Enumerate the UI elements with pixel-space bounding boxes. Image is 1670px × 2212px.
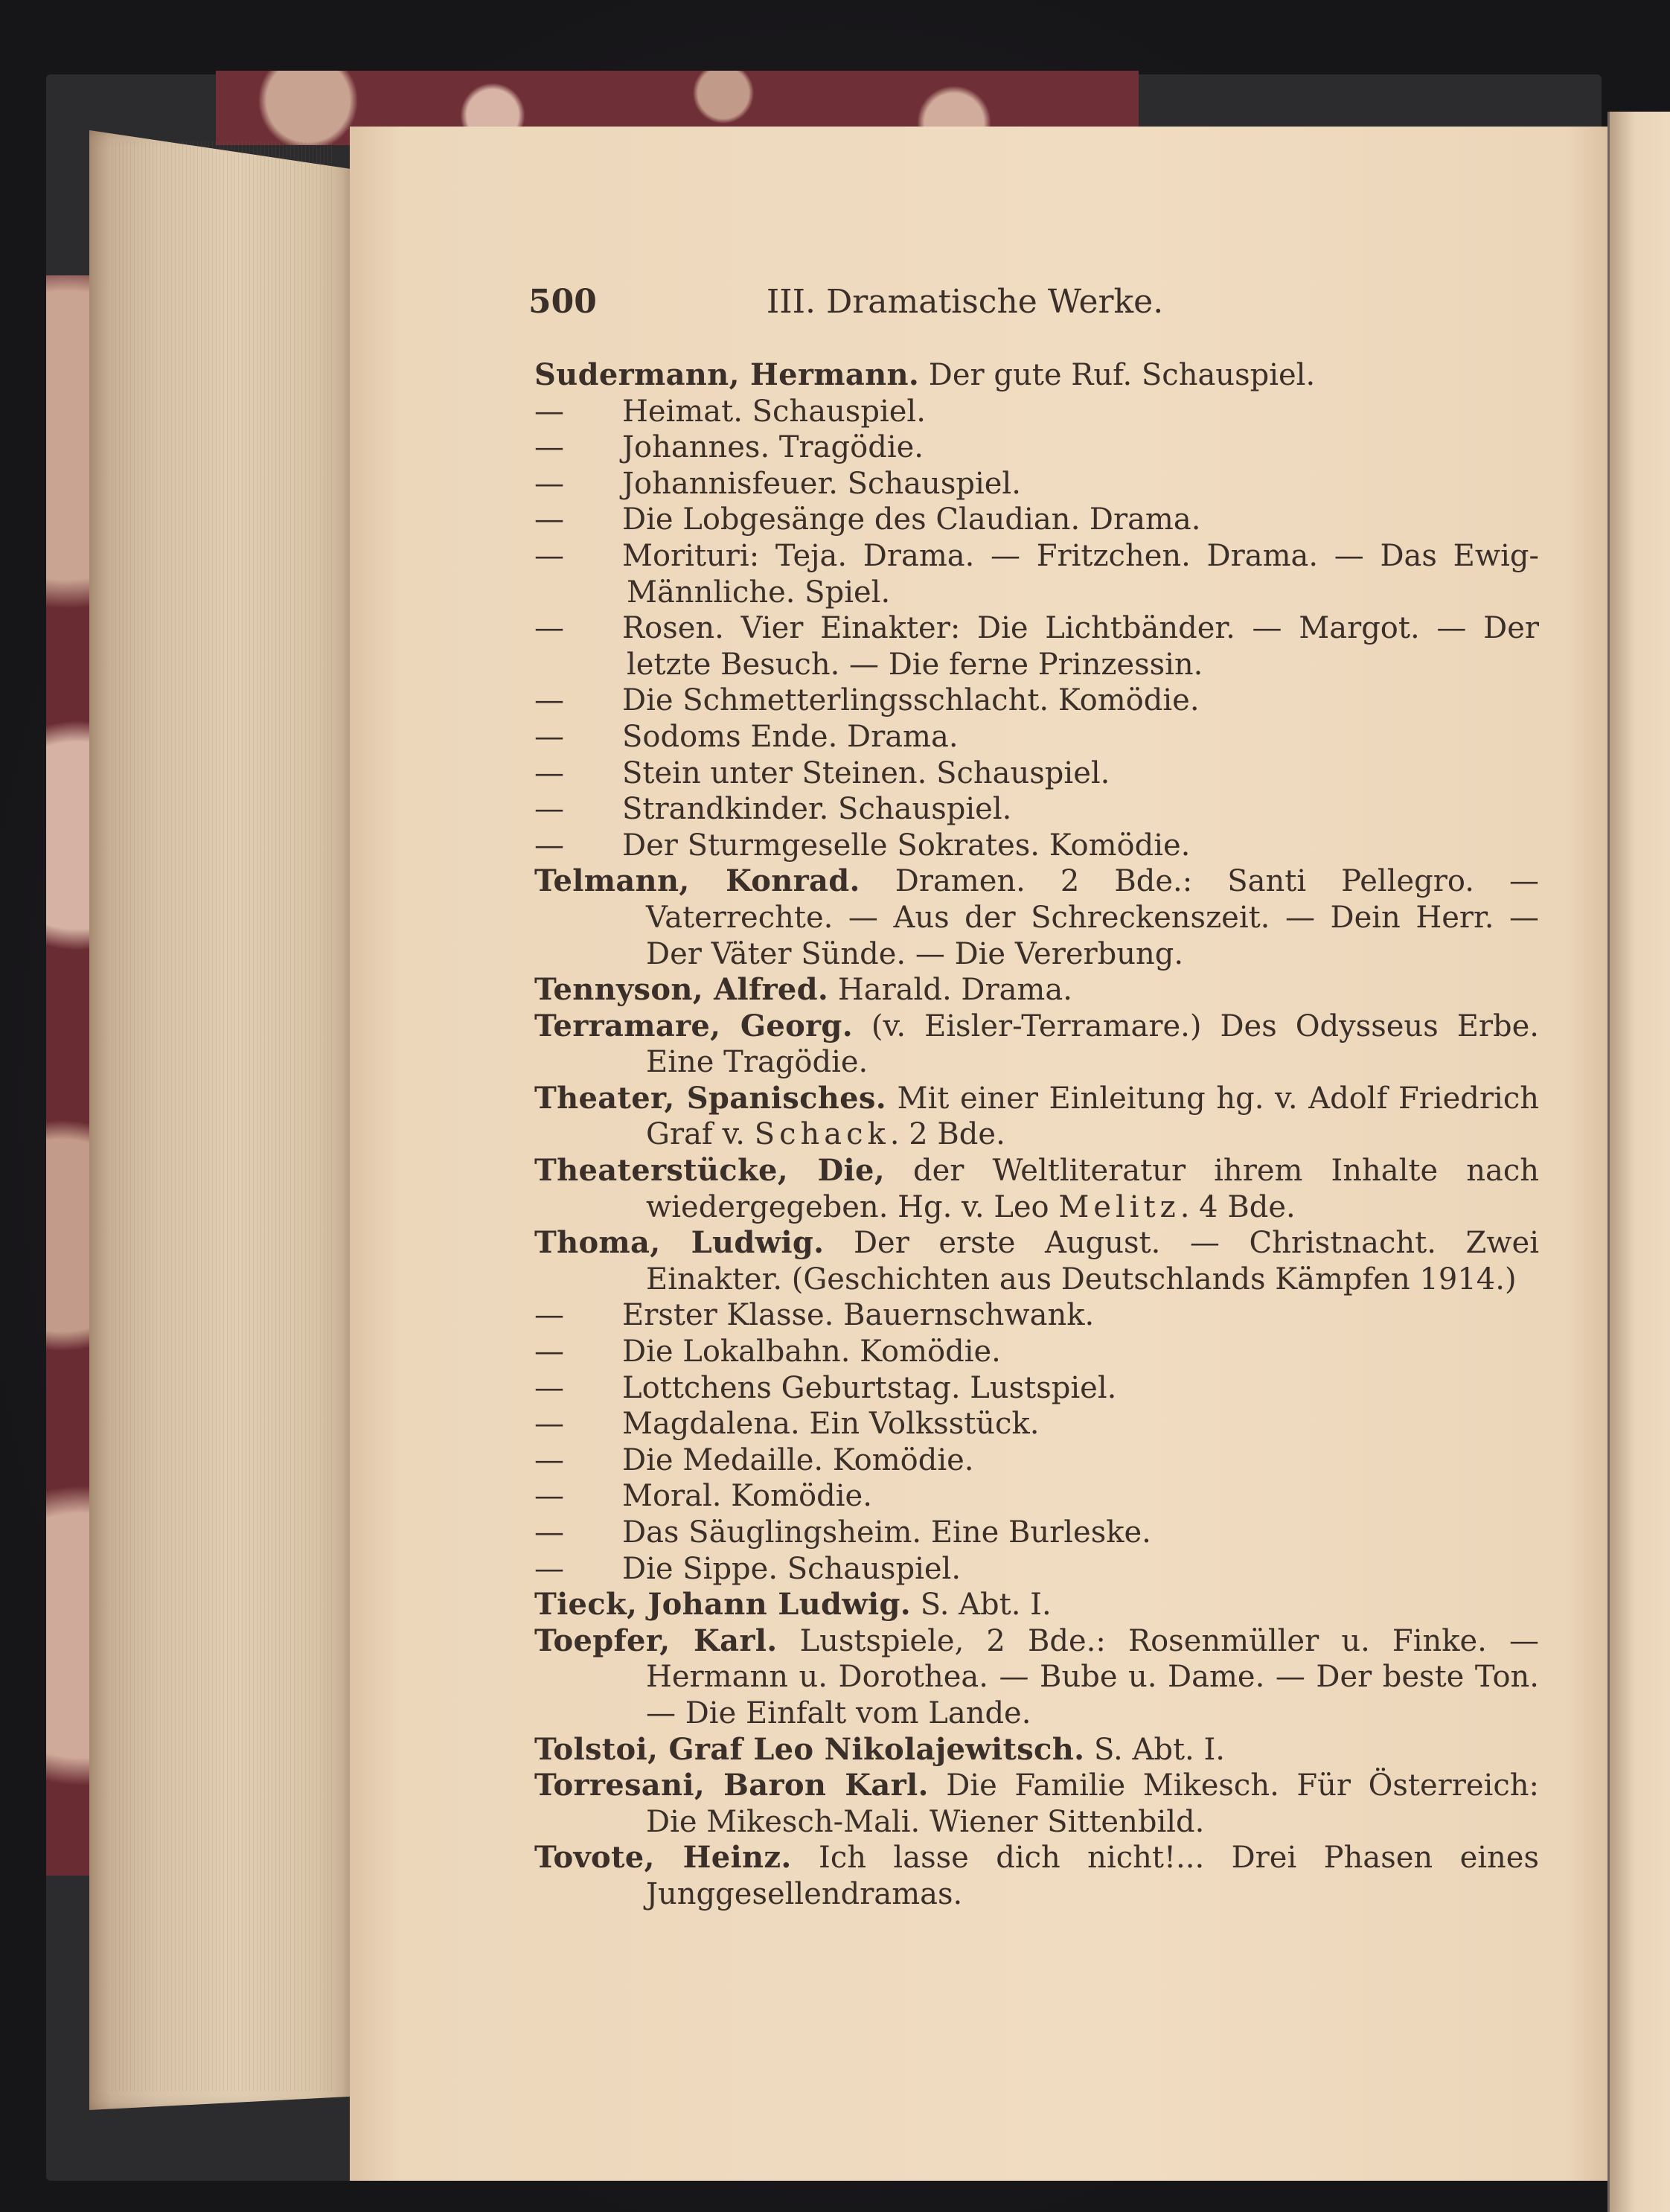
author-name: Telmann, Konrad. — [534, 863, 860, 899]
sub-entry — [534, 1297, 1539, 1334]
author-entry — [534, 1153, 1539, 1225]
work-title: Lustspiele, 2 Bde.: Rosenmüller u. Finke. — Hermann u. Dorothea. — Bube u. Dame. — Der beste Ton. — Die Einfalt vom Lande. — [646, 1623, 1539, 1730]
entry-body — [534, 1768, 1539, 1840]
sub-entry — [534, 719, 1539, 755]
author-name: Terramare, Georg. — [534, 1008, 853, 1043]
work-title: Johannes. Tragödie. — [622, 430, 924, 465]
work-title: Sodoms Ende. Drama. — [622, 719, 959, 754]
entry-body — [534, 755, 1539, 792]
ditto-dash: — — [534, 1515, 564, 1550]
author-name: Torresani, Baron Karl. — [534, 1768, 929, 1803]
entry-body — [534, 1225, 1539, 1297]
author-entry — [534, 1623, 1539, 1732]
section-title: III. Dramatische Werke. — [766, 283, 1164, 321]
ditto-dash: — — [534, 1442, 564, 1477]
entry-body — [534, 1442, 1539, 1479]
entry-body — [534, 1587, 1539, 1623]
work-title: Die Lokalbahn. Komödie. — [622, 1334, 1001, 1369]
work-title: Der erste August. — Christnacht. Zwei Einakter. (Geschichten aus Deutschlands Kämpfen 1914.) — [646, 1226, 1539, 1297]
sub-entry — [534, 538, 1539, 610]
work-suffix: . 4 Bde. — [1180, 1189, 1296, 1224]
sub-entry — [534, 1370, 1539, 1407]
ditto-dash: — — [534, 755, 564, 790]
entry-body — [534, 863, 1539, 972]
work-title: Mit einer Einleitung hg. v. Adolf Friedrich Graf v. — [646, 1081, 1539, 1152]
work-title: Heimat. Schauspiel. — [622, 394, 926, 429]
entry-body — [534, 1081, 1539, 1153]
work-title: Die Medaille. Komödie. — [622, 1442, 974, 1477]
work-title: Moral. Komödie. — [622, 1479, 872, 1514]
entry-body — [534, 357, 1539, 394]
work-title: S. Abt. I. — [1094, 1732, 1225, 1767]
ditto-dash: — — [534, 719, 564, 754]
work-title: Strandkinder. Schauspiel. — [622, 792, 1012, 827]
ditto-dash: — — [534, 502, 564, 537]
author-name: Theater, Spanisches. — [534, 1080, 886, 1116]
work-title: Dramen. 2 Bde.: Santi Pellegro. — Vaterrechte. — Aus der Schreckenszeit. — Dein Herr. — Der Väter Sünde. — Die Vererbung. — [646, 864, 1540, 971]
sub-entry — [534, 683, 1539, 719]
ditto-dash: — — [534, 611, 564, 646]
work-title: Rosen. Vier Einakter: Die Lichtbänder. — Margot. — Der letzte Besuch. — Die ferne Prinzessin. — [622, 611, 1539, 682]
work-title: (v. Eisler-Terramare.) Des Odysseus Erbe. Eine Tragödie. — [646, 1008, 1540, 1080]
author-name: Theaterstücke, Die, — [534, 1153, 885, 1189]
ditto-dash: — — [534, 792, 564, 827]
entry-body — [534, 429, 1539, 466]
author-name: Toepfer, Karl. — [534, 1623, 778, 1658]
work-title: Magdalena. Ein Volksstück. — [622, 1407, 1040, 1442]
entry-body — [534, 1297, 1539, 1334]
entry-body — [534, 502, 1539, 538]
author-name: Tolstoi, Graf Leo Nikolajewitsch. — [534, 1731, 1085, 1767]
page-edge-lines — [112, 141, 335, 2091]
entry-body — [534, 972, 1539, 1008]
entry-body — [534, 1732, 1539, 1768]
author-entry — [534, 1587, 1539, 1623]
author-entry — [534, 1732, 1539, 1768]
entry-body — [534, 1153, 1539, 1225]
entry-body — [534, 683, 1539, 719]
running-header — [528, 281, 1163, 323]
author-name: Sudermann, Hermann. — [534, 357, 920, 392]
ditto-dash: — — [534, 1298, 564, 1333]
author-entry — [534, 1768, 1539, 1840]
entry-body — [534, 1334, 1539, 1370]
work-title: Die Sippe. Schauspiel. — [622, 1551, 962, 1586]
entry-body — [534, 394, 1539, 430]
work-title: der Weltliteratur ihrem Inhalte nach wiedergegeben. Hg. v. Leo — [646, 1154, 1539, 1224]
author-name: Thoma, Ludwig. — [534, 1225, 825, 1261]
sub-entry — [534, 610, 1539, 683]
entry-body — [534, 1370, 1539, 1407]
sub-entry — [534, 1515, 1539, 1551]
entry-body — [534, 1515, 1539, 1551]
author-entry — [534, 863, 1539, 972]
entry-body — [534, 466, 1539, 502]
entry-body — [534, 791, 1539, 828]
work-title: Die Schmetterlingsschlacht. Komödie. — [622, 683, 1200, 718]
ditto-dash: — — [534, 683, 564, 718]
work-title: Die Familie Mikesch. Für Österreich: Die Mikesch-Mali. Wiener Sittenbild. — [646, 1768, 1539, 1839]
sub-entry — [534, 791, 1539, 828]
author-entry — [534, 1225, 1539, 1297]
work-title: Lottchens Geburtstag. Lustspiel. — [622, 1370, 1117, 1405]
sub-entry — [534, 394, 1539, 430]
author-name: Tovote, Heinz. — [534, 1840, 792, 1876]
spaced-name: Melitz — [1058, 1189, 1180, 1224]
entry-body — [534, 1840, 1539, 1912]
author-entry — [534, 1840, 1539, 1912]
ditto-dash: — — [534, 466, 564, 501]
sub-entry — [534, 466, 1539, 502]
sub-entry — [534, 755, 1539, 792]
facing-page-edge — [1607, 112, 1670, 2212]
entry-body — [534, 1623, 1539, 1732]
author-entry — [534, 357, 1539, 394]
ditto-dash: — — [534, 1407, 564, 1442]
sub-entry — [534, 1334, 1539, 1370]
entry-body — [534, 719, 1539, 755]
entry-body — [534, 538, 1539, 610]
author-entry — [534, 972, 1539, 1008]
sub-entry — [534, 502, 1539, 538]
ditto-dash: — — [534, 430, 564, 465]
author-name: Tennyson, Alfred. — [534, 972, 829, 1008]
ditto-dash: — — [534, 1370, 564, 1405]
work-title: Die Lobgesänge des Claudian. Drama. — [622, 502, 1201, 537]
entry-body — [534, 1478, 1539, 1515]
sub-entry — [534, 1442, 1539, 1479]
work-title: Der Sturmgeselle Sokrates. Komödie. — [622, 828, 1191, 863]
author-entry — [534, 1081, 1539, 1153]
entry-body — [534, 610, 1539, 683]
work-title: Ich lasse dich nicht!... Drei Phasen eines Junggesellendramas. — [646, 1841, 1540, 1911]
entry-body — [534, 1008, 1539, 1081]
ditto-dash: — — [534, 1334, 564, 1369]
ditto-dash: — — [534, 1551, 564, 1586]
page-number: 500 — [528, 283, 597, 321]
work-title: S. Abt. I. — [920, 1588, 1052, 1623]
ditto-dash: — — [534, 828, 564, 863]
entry-body — [534, 828, 1539, 864]
sub-entry — [534, 1406, 1539, 1442]
page-text — [350, 127, 1615, 2181]
spaced-name: Schack — [754, 1117, 890, 1152]
work-title: Stein unter Steinen. Schauspiel. — [622, 755, 1110, 790]
work-title: Das Säuglingsheim. Eine Burleske. — [622, 1515, 1151, 1550]
entry-body — [534, 1551, 1539, 1588]
work-title: Erster Klasse. Bauernschwank. — [622, 1298, 1095, 1333]
work-title: Morituri: Teja. Drama. — Fritzchen. Drama. — Das Ewig-Männliche. Spiel. — [622, 538, 1539, 610]
work-title: Harald. Drama. — [837, 973, 1072, 1008]
author-entry — [534, 1008, 1539, 1081]
work-suffix: . 2 Bde. — [889, 1117, 1005, 1152]
entry-body — [534, 1406, 1539, 1442]
work-title: Johannisfeuer. Schauspiel. — [622, 466, 1021, 501]
bibliography-list — [534, 357, 1539, 1913]
ditto-dash: — — [534, 394, 564, 429]
sub-entry — [534, 429, 1539, 466]
ditto-dash: — — [534, 538, 564, 573]
sub-entry — [534, 1478, 1539, 1515]
author-name: Tieck, Johann Ludwig. — [534, 1587, 912, 1623]
sub-entry — [534, 828, 1539, 864]
work-title: Der gute Ruf. Schauspiel. — [928, 358, 1316, 392]
sub-entry — [534, 1551, 1539, 1588]
ditto-dash: — — [534, 1479, 564, 1514]
